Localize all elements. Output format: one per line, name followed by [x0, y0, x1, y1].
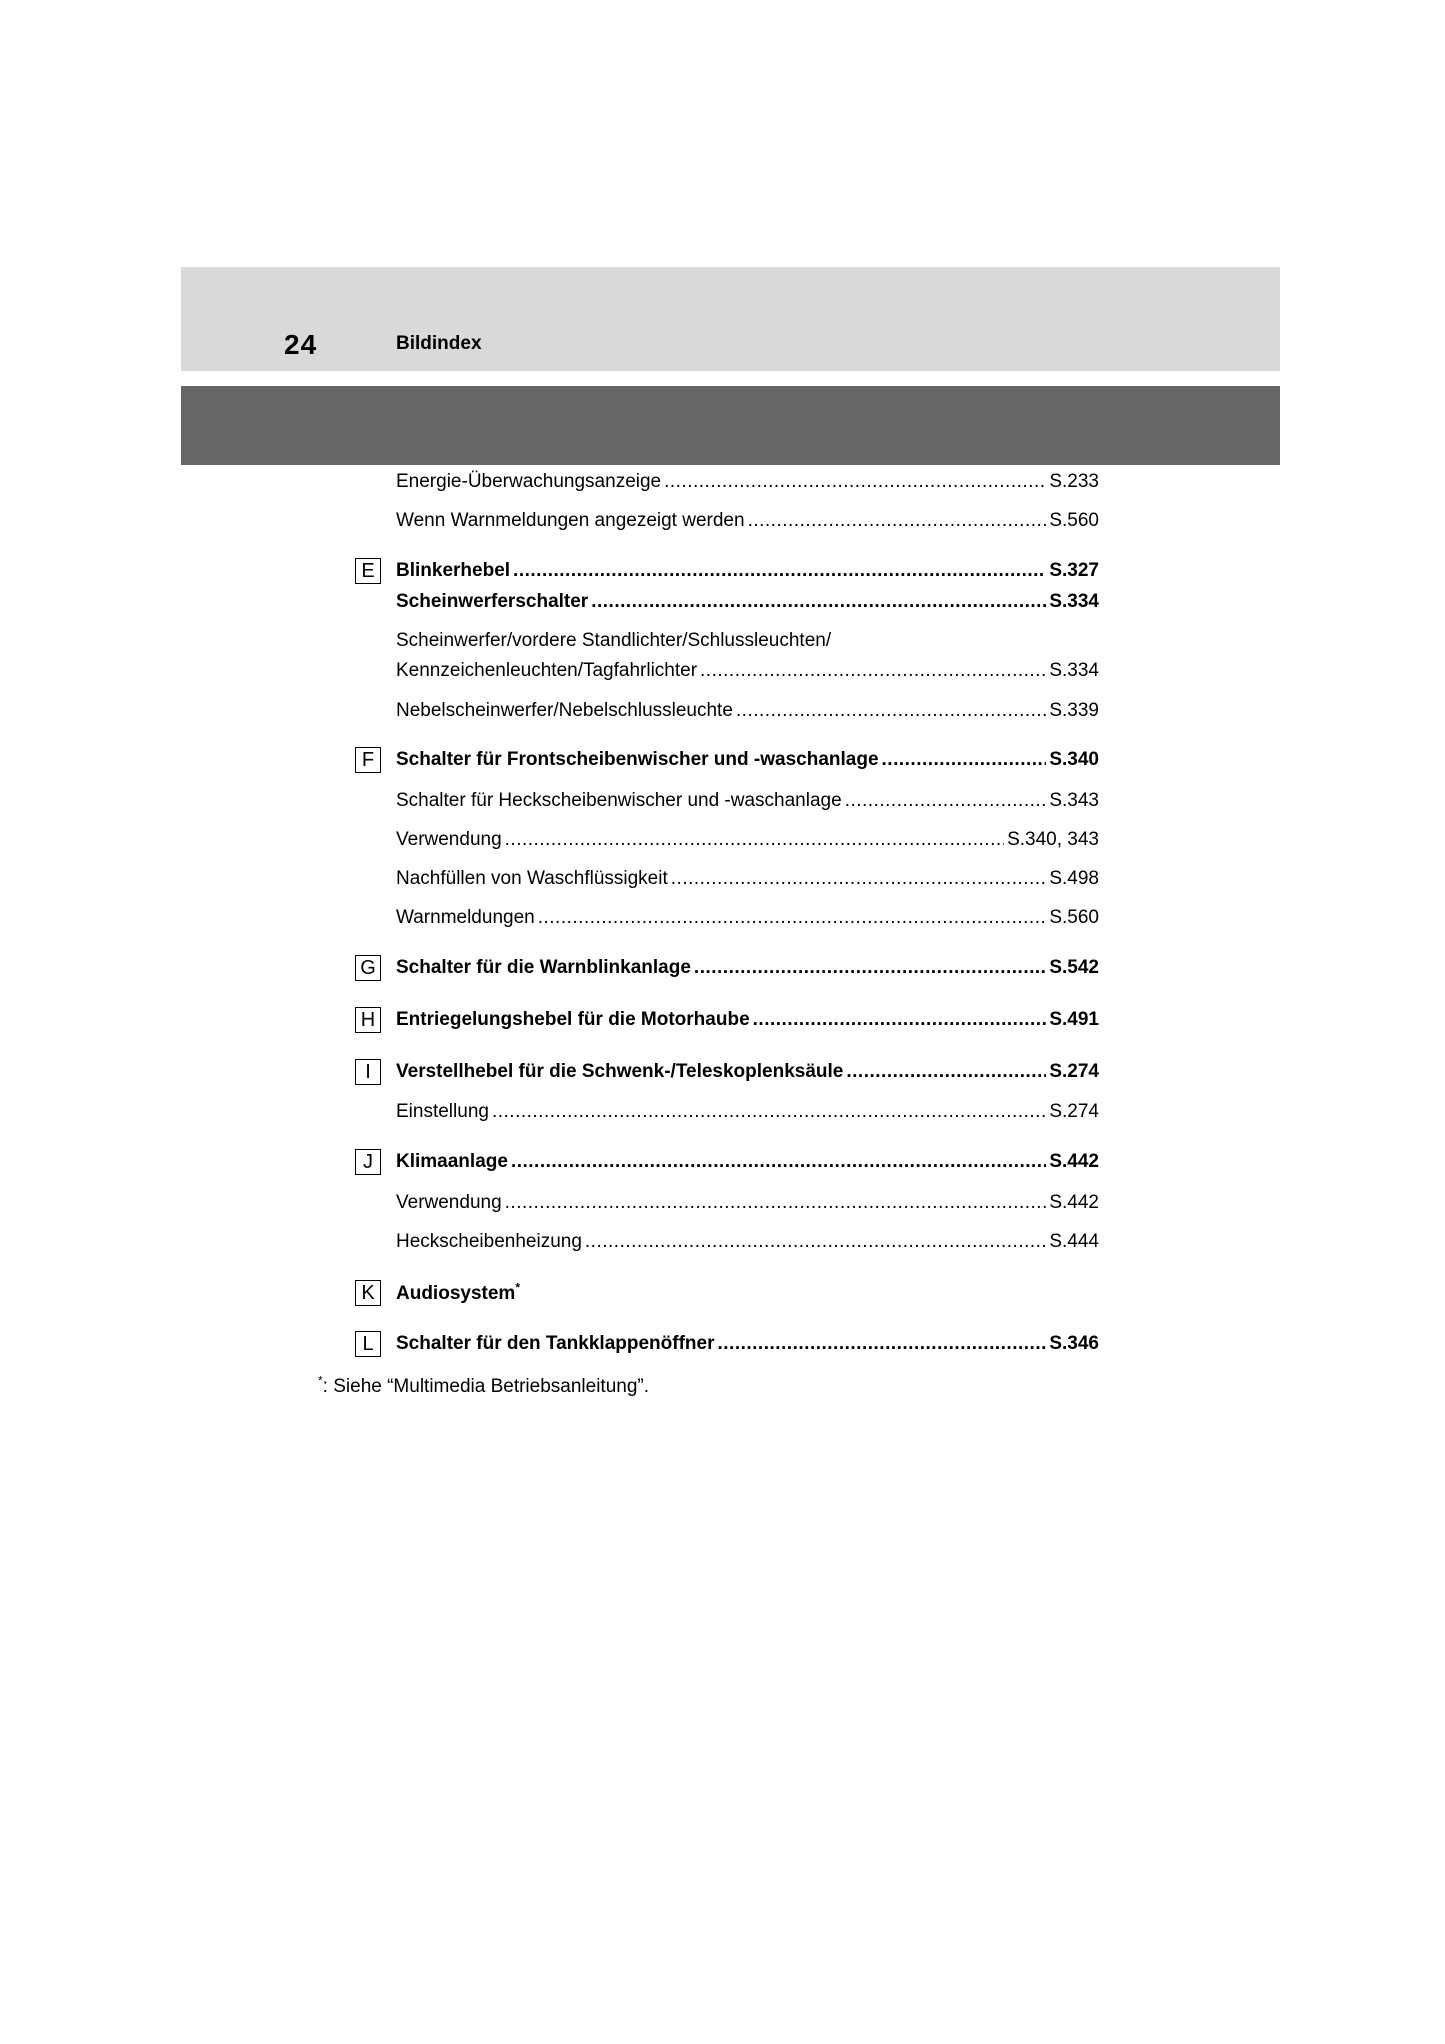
entry-page: S.340, 343	[1007, 829, 1099, 850]
entry-label: Verwendung	[396, 829, 502, 850]
index-entry	[396, 1006, 1099, 1034]
callout-letter-j: J	[355, 1149, 381, 1175]
entry-label: Klimaanlage	[396, 1151, 508, 1172]
entry-page: S.560	[1049, 907, 1099, 928]
index-entry	[396, 697, 1099, 725]
entry-page: S.274	[1049, 1061, 1099, 1082]
index-entry	[396, 1228, 1099, 1256]
header-divider	[181, 371, 1280, 386]
index-entry	[396, 1098, 1099, 1126]
index-entry	[396, 865, 1099, 893]
entry-page: S.346	[1049, 1333, 1099, 1354]
dot-leader	[505, 826, 1004, 854]
index-entry	[396, 746, 1099, 774]
dot-leader	[492, 1098, 1046, 1126]
dot-leader	[717, 1330, 1046, 1358]
dot-leader	[505, 1189, 1047, 1217]
entry-page: S.442	[1049, 1192, 1099, 1213]
entry-page: S.542	[1049, 957, 1099, 978]
index-entry	[396, 787, 1099, 815]
index-entry	[396, 1280, 1099, 1308]
dot-leader	[694, 954, 1046, 982]
entry-label: Verstellhebel für die Schwenk-/Teleskoplenksäule	[396, 1061, 844, 1082]
callout-letter-l: L	[355, 1331, 381, 1357]
index-entry	[396, 588, 1099, 616]
index-entry	[396, 507, 1099, 535]
index-entry-line1: Scheinwerfer/vordere Standlichter/Schlussleuchten/	[396, 630, 832, 651]
callout-letter-k: K	[355, 1280, 381, 1306]
entry-page: S.340	[1049, 749, 1099, 770]
index-entry	[396, 657, 1099, 685]
dot-leader	[700, 657, 1046, 685]
header-band	[181, 267, 1280, 371]
dot-leader	[511, 1148, 1046, 1176]
dot-leader	[882, 746, 1047, 774]
entry-page: S.334	[1049, 660, 1099, 681]
entry-label: Verwendung	[396, 1192, 502, 1213]
index-entry	[396, 1148, 1099, 1176]
index-entry	[396, 1330, 1099, 1358]
entry-label: Kennzeichenleuchten/Tagfahrlichter	[396, 660, 698, 681]
section-title: Bildindex	[396, 333, 482, 354]
callout-letter-e: E	[355, 558, 381, 584]
dot-leader	[513, 557, 1046, 585]
callout-letter-i: I	[355, 1059, 381, 1085]
footnote	[318, 1373, 649, 1401]
entry-label: Schalter für den Tankklappenöffner	[396, 1333, 715, 1354]
entry-label: Warnmeldungen	[396, 907, 535, 928]
entry-label: Nebelscheinwerfer/Nebelschlussleuchte	[396, 700, 733, 721]
callout-letter-g: G	[355, 955, 381, 981]
dot-leader	[538, 904, 1047, 932]
dot-leader	[591, 588, 1046, 616]
entry-label: Schalter für die Warnblinkanlage	[396, 957, 691, 978]
entry-label: Blinkerhebel	[396, 560, 511, 581]
index-entry	[396, 904, 1099, 932]
entry-label: Wenn Warnmeldungen angezeigt werden	[396, 510, 745, 531]
entry-page: S.233	[1049, 471, 1099, 492]
dot-leader	[585, 1228, 1046, 1256]
callout-letter-h: H	[355, 1007, 381, 1033]
index-entry	[396, 1058, 1099, 1086]
entry-page: S.442	[1049, 1151, 1099, 1172]
index-entry	[396, 1189, 1099, 1217]
dot-leader	[664, 468, 1046, 496]
entry-label: Schalter für Frontscheibenwischer und -waschanlage	[396, 749, 879, 770]
entry-page: S.498	[1049, 868, 1099, 889]
entry-label: Heckscheibenheizung	[396, 1231, 582, 1252]
entry-page: S.343	[1049, 790, 1099, 811]
entry-page: S.327	[1049, 560, 1099, 581]
entry-label: Audiosystem	[396, 1283, 516, 1304]
dot-leader	[671, 865, 1047, 893]
entry-page: S.274	[1049, 1101, 1099, 1122]
index-entry	[396, 954, 1099, 982]
entry-page: S.491	[1049, 1009, 1099, 1030]
index-entry	[396, 468, 1099, 496]
entry-label: Entriegelungshebel für die Motorhaube	[396, 1009, 750, 1030]
page-number: 24	[284, 329, 318, 360]
callout-letter-f: F	[355, 747, 381, 773]
entry-label: Scheinwerferschalter	[396, 591, 589, 612]
entry-label: Schalter für Heckscheibenwischer und -waschanlage	[396, 790, 842, 811]
footnote-text: : Siehe “Multimedia Betriebsanleitung”.	[322, 1376, 650, 1397]
dot-leader	[846, 1058, 1046, 1086]
entry-label: Einstellung	[396, 1101, 489, 1122]
dot-leader	[845, 787, 1047, 815]
footnote-marker: *	[318, 1373, 323, 1388]
dot-leader	[753, 1006, 1047, 1034]
dot-leader	[736, 697, 1046, 725]
index-entry	[396, 826, 1099, 854]
illustration-strip	[181, 386, 1280, 465]
entry-page: S.334	[1049, 591, 1099, 612]
entry-label: Nachfüllen von Waschflüssigkeit	[396, 868, 668, 889]
index-entry	[396, 557, 1099, 585]
entry-page: S.339	[1049, 700, 1099, 721]
dot-leader	[748, 507, 1047, 535]
entry-page: S.444	[1049, 1231, 1099, 1252]
entry-label: Energie-Überwachungsanzeige	[396, 471, 662, 492]
footnote-marker: *	[515, 1280, 520, 1295]
entry-page: S.560	[1049, 510, 1099, 531]
